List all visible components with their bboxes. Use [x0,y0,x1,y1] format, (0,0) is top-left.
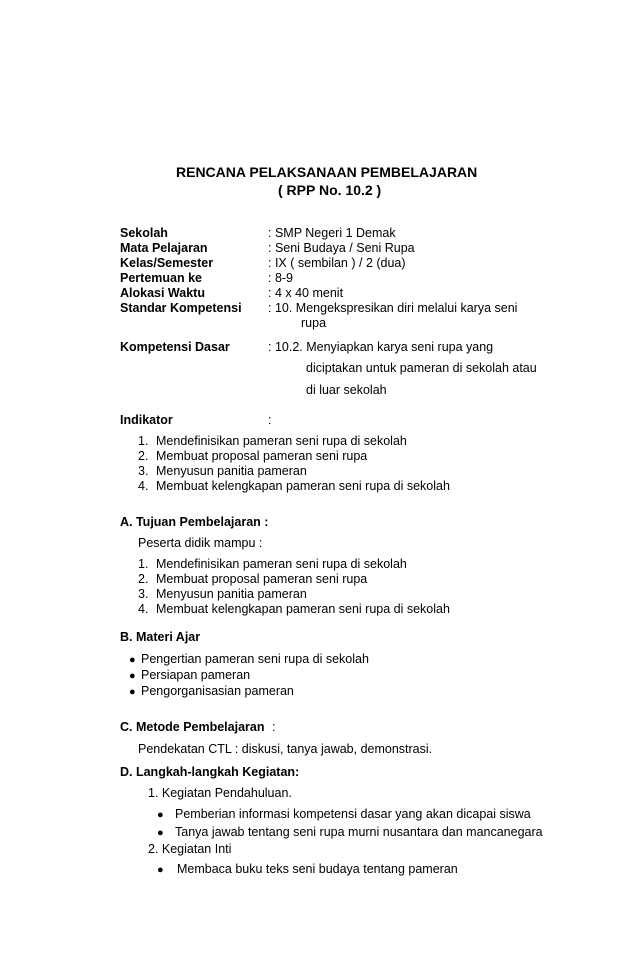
step-1-heading: 1. Kegiatan Pendahuluan. [148,786,292,800]
section-c-text: Pendekatan CTL : diskusi, tanya jawab, demonstrasi. [138,742,433,756]
list-item: ● Pengertian pameran seni rupa di sekolah [129,652,369,666]
value-kompetensi-dasar-cont2: di luar sekolah [306,383,387,397]
list-item: ● Pengorganisasian pameran [129,684,294,698]
bullet-icon: ● [157,864,164,876]
section-c-colon: : [272,720,276,734]
section-a-heading: A. Tujuan Pembelajaran : [120,515,269,529]
section-b-heading: B. Materi Ajar [120,630,201,644]
value-kelas-semester: : IX ( sembilan ) / 2 (dua) [268,256,406,270]
value-sekolah: : SMP Negeri 1 Demak [268,226,396,240]
bullet-icon: ● [157,809,164,821]
value-indikator: : [268,413,272,427]
value-alokasi-waktu: : 4 x 40 menit [268,286,344,300]
label-mata-pelajaran: Mata Pelajaran [120,241,208,255]
list-item: 4. Membuat kelengkapan pameran seni rupa di sekolah [138,479,450,493]
list-item: 1. Mendefinisikan pameran seni rupa di sekolah [138,434,407,448]
label-pertemuan: Pertemuan ke [120,271,202,285]
label-alokasi-waktu: Alokasi Waktu [120,286,205,300]
list-item: ● Persiapan pameran [129,668,251,682]
value-mata-pelajaran: : Seni Budaya / Seni Rupa [268,241,415,255]
value-standar-kompetensi: : 10. Mengekspresikan diri melalui karya seni [268,301,518,315]
label-kelas-semester: Kelas/Semester [120,256,214,270]
list-item: ● Tanya jawab tentang seni rupa murni nusantara dan mancanegara [157,825,543,839]
label-indikator: Indikator [120,413,173,427]
value-standar-kompetensi-cont: rupa [301,316,327,330]
bullet-icon: ● [129,686,136,698]
label-sekolah: Sekolah [120,226,168,240]
page-title: RENCANA PELAKSANAAN PEMBELAJARAN [176,164,478,180]
step-2-heading: 2. Kegiatan Inti [148,842,232,856]
label-kompetensi-dasar: Kompetensi Dasar [120,340,230,354]
list-item: 3. Menyusun panitia pameran [138,464,307,478]
list-item: 2. Membuat proposal pameran seni rupa [138,572,368,586]
list-item: ● Pemberian informasi kompetensi dasar yang akan dicapai siswa [157,807,531,821]
list-item: 2. Membuat proposal pameran seni rupa [138,449,368,463]
section-a-intro: Peserta didik mampu : [138,536,263,550]
value-pertemuan: : 8-9 [268,271,294,285]
label-standar-kompetensi: Standar Kompetensi [120,301,242,315]
list-item: 4. Membuat kelengkapan pameran seni rupa di sekolah [138,602,450,616]
list-item: 3. Menyusun panitia pameran [138,587,307,601]
bullet-icon: ● [157,827,164,839]
bullet-icon: ● [129,654,136,666]
value-kompetensi-dasar-cont1: diciptakan untuk pameran di sekolah atau [306,361,537,375]
list-item: ● Membaca buku teks seni budaya tentang pameran [157,862,458,876]
section-d-heading: D. Langkah-langkah Kegiatan: [120,765,300,779]
section-c-heading: C. Metode Pembelajaran [120,720,265,734]
page-subtitle: ( RPP No. 10.2 ) [278,182,382,198]
value-kompetensi-dasar: : 10.2. Menyiapkan karya seni rupa yang [268,340,494,354]
bullet-icon: ● [129,670,136,682]
list-item: 1. Mendefinisikan pameran seni rupa di sekolah [138,557,407,571]
